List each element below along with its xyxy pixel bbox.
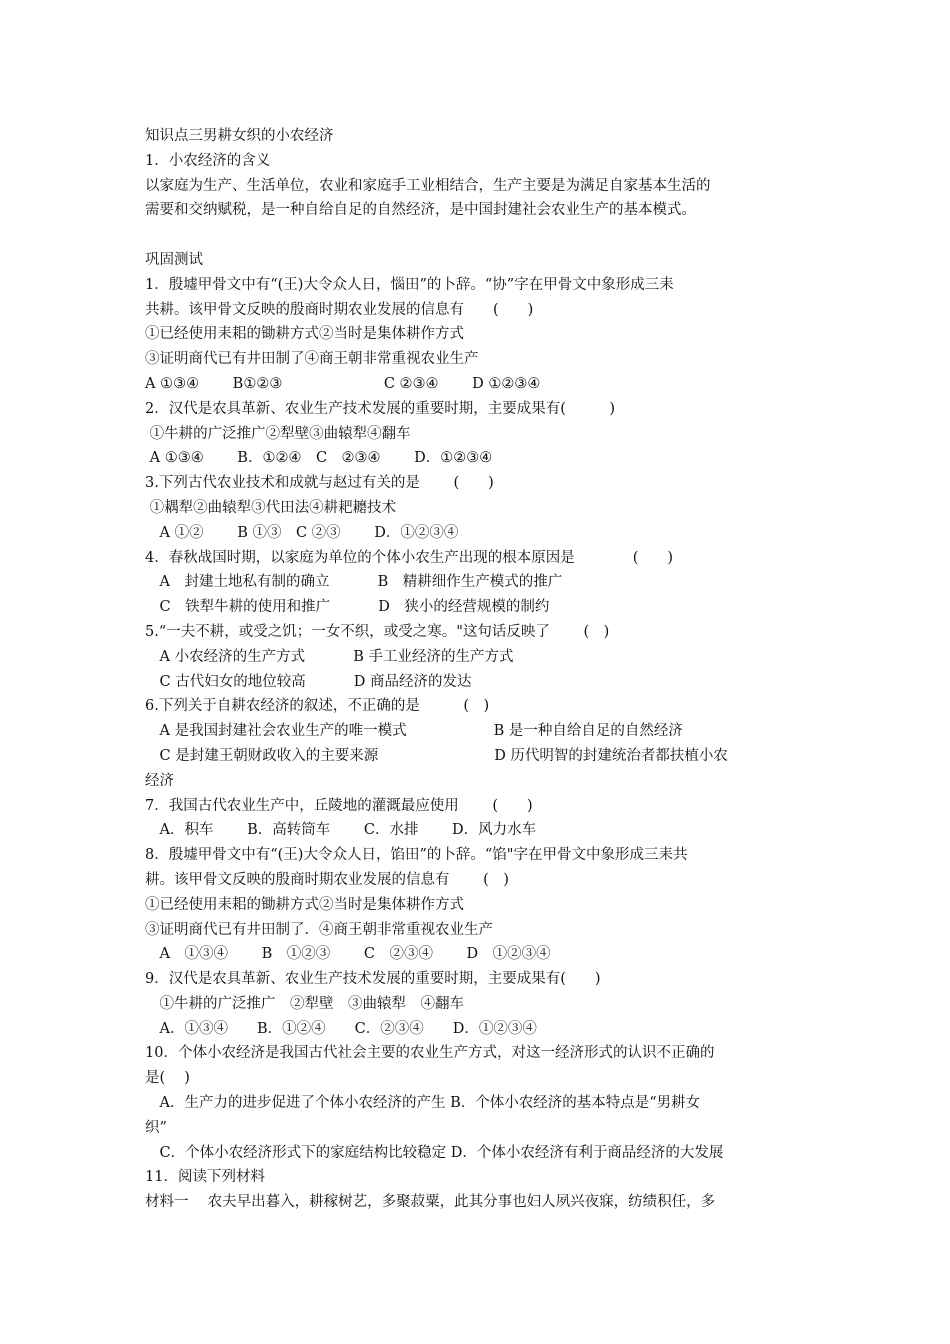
text-line: 7．我国古代农业生产中，丘陵地的灌溉最应使用 ( ) xyxy=(145,797,533,814)
document-body xyxy=(145,124,825,1215)
text-line: C．个体小农经济形式下的家庭结构比较稳定 D．个体小农经济有利于商品经济的大发展 xyxy=(145,1144,724,1161)
text-line: 10．个体小农经济是我国古代社会主要的农业生产方式，对这一经济形式的认识不正确的 xyxy=(145,1045,715,1062)
text-line: ①牛耕的广泛推广 ②犁壁 ③曲辕犁 ④翻车 xyxy=(145,995,464,1012)
text-line: ①牛耕的广泛推广②犁壁③曲辕犁④翻车 xyxy=(145,425,411,442)
text-line: ①耦犁②曲辕犁③代田法④耕耙耱技术 xyxy=(145,499,397,516)
text-line: 6.下列关于自耕农经济的叙述，不正确的是 ( ) xyxy=(145,698,490,715)
text-line: 2．汉代是农具革新、农业生产技术发展的重要时期，主要成果有( ) xyxy=(145,400,616,417)
text-line: 以家庭为生产、生活单位，农业和家庭手工业相结合，生产主要是为满足自家基本生活的 xyxy=(145,177,711,194)
text-line: 耕。该甲骨文反映的殷商时期农业发展的信息有 ( ) xyxy=(145,871,509,888)
text-line: 8．殷墟甲骨文中有“(王)大令众人日，馅田”的卜辞。“馅"字在甲骨文中象形成三耒共 xyxy=(145,847,688,864)
text-line: A 小农经济的生产方式 B 手工业经济的生产方式 xyxy=(145,648,514,665)
text-line xyxy=(145,223,825,248)
text-line: 1．小农经济的含义 xyxy=(145,152,271,169)
text-line: 织” xyxy=(145,1119,167,1136)
text-line: ①已经使用耒耜的锄耕方式②当时是集体耕作方式 xyxy=(145,326,464,343)
text-line: 11．阅读下列材料 xyxy=(145,1169,265,1186)
text-line: A ①③④ B ①②③ C ②③④ D ①②③④ xyxy=(145,946,551,963)
text-line: ①已经使用耒耜的锄耕方式②当时是集体耕作方式 xyxy=(145,896,464,913)
text-line: 知识点三男耕女织的小农经济 xyxy=(145,128,334,144)
text-line: A 封建土地私有制的确立 B 精耕细作生产模式的推广 xyxy=(145,574,563,591)
text-line: A．生产力的进步促进了个体小农经济的产生 B．个体小农经济的基本特点是“男耕女 xyxy=(145,1095,701,1112)
text-line: A ①③④ B①②③ C ②③④ D ①②③④ xyxy=(145,375,541,392)
text-line: 3.下列古代农业技术和成就与赵过有关的是 ( ) xyxy=(145,475,494,492)
text-line: A 是我国封建社会农业生产的唯一模式 B 是一种自给自足的自然经济 xyxy=(145,723,683,740)
text-line: 材料一 农夫早出暮入，耕稼树艺，多聚菽粟，此其分事也妇人夙兴夜寐，纺绩积任，多 xyxy=(145,1194,716,1211)
text-line: 4．春秋战国时期，以家庭为单位的个体小农生产出现的根本原因是 ( ) xyxy=(145,549,674,566)
text-line: 经济 xyxy=(145,772,174,789)
text-line: C 铁犁牛耕的使用和推广 D 狭小的经营规模的制约 xyxy=(145,599,550,616)
text-line: 1．殷墟甲骨文中有“(王)大令众人日，惱田”的卜辞。“协”字在甲骨文中象形成三耒 xyxy=(145,276,674,293)
text-line: 共耕。该甲骨文反映的殷商时期农业发展的信息有 ( ) xyxy=(145,301,534,318)
text-line: 9．汉代是农具革新、农业生产技术发展的重要时期，主要成果有( ) xyxy=(145,971,601,988)
text-line: A．①③④ B．①②④ C．②③④ D．①②③④ xyxy=(145,1020,537,1037)
text-line: A．积车 B．高转筒车 C．水排 D．风力水车 xyxy=(145,822,537,839)
text-line: 5.“一夫不耕，或受之饥；一女不织，或受之寒。"这句话反映了 ( ) xyxy=(145,623,610,640)
text-line: A ①③④ B．①②④ C ②③④ D．①②③④ xyxy=(145,450,493,467)
text-line: 需要和交纳赋税，是一种自给自足的自然经济，是中国封建社会农业生产的基本模式。 xyxy=(145,202,696,219)
text-line: 巩固测试 xyxy=(145,251,203,268)
text-line: C 是封建王朝财政收入的主要来源 D 历代明智的封建统治者都扶植小农 xyxy=(145,747,728,764)
text-line: 是( ) xyxy=(145,1070,190,1087)
text-line: ③证明商代已有井田制了④商王朝非常重视农业生产 xyxy=(145,351,479,368)
text-line: C 古代妇女的地位较高 D 商品经济的发达 xyxy=(145,673,472,690)
text-line: ③证明商代已有井田制了．④商王朝非常重视农业生产 xyxy=(145,921,493,938)
text-line: A ①② B ①③ C ②③ D．①②③④ xyxy=(145,524,459,541)
